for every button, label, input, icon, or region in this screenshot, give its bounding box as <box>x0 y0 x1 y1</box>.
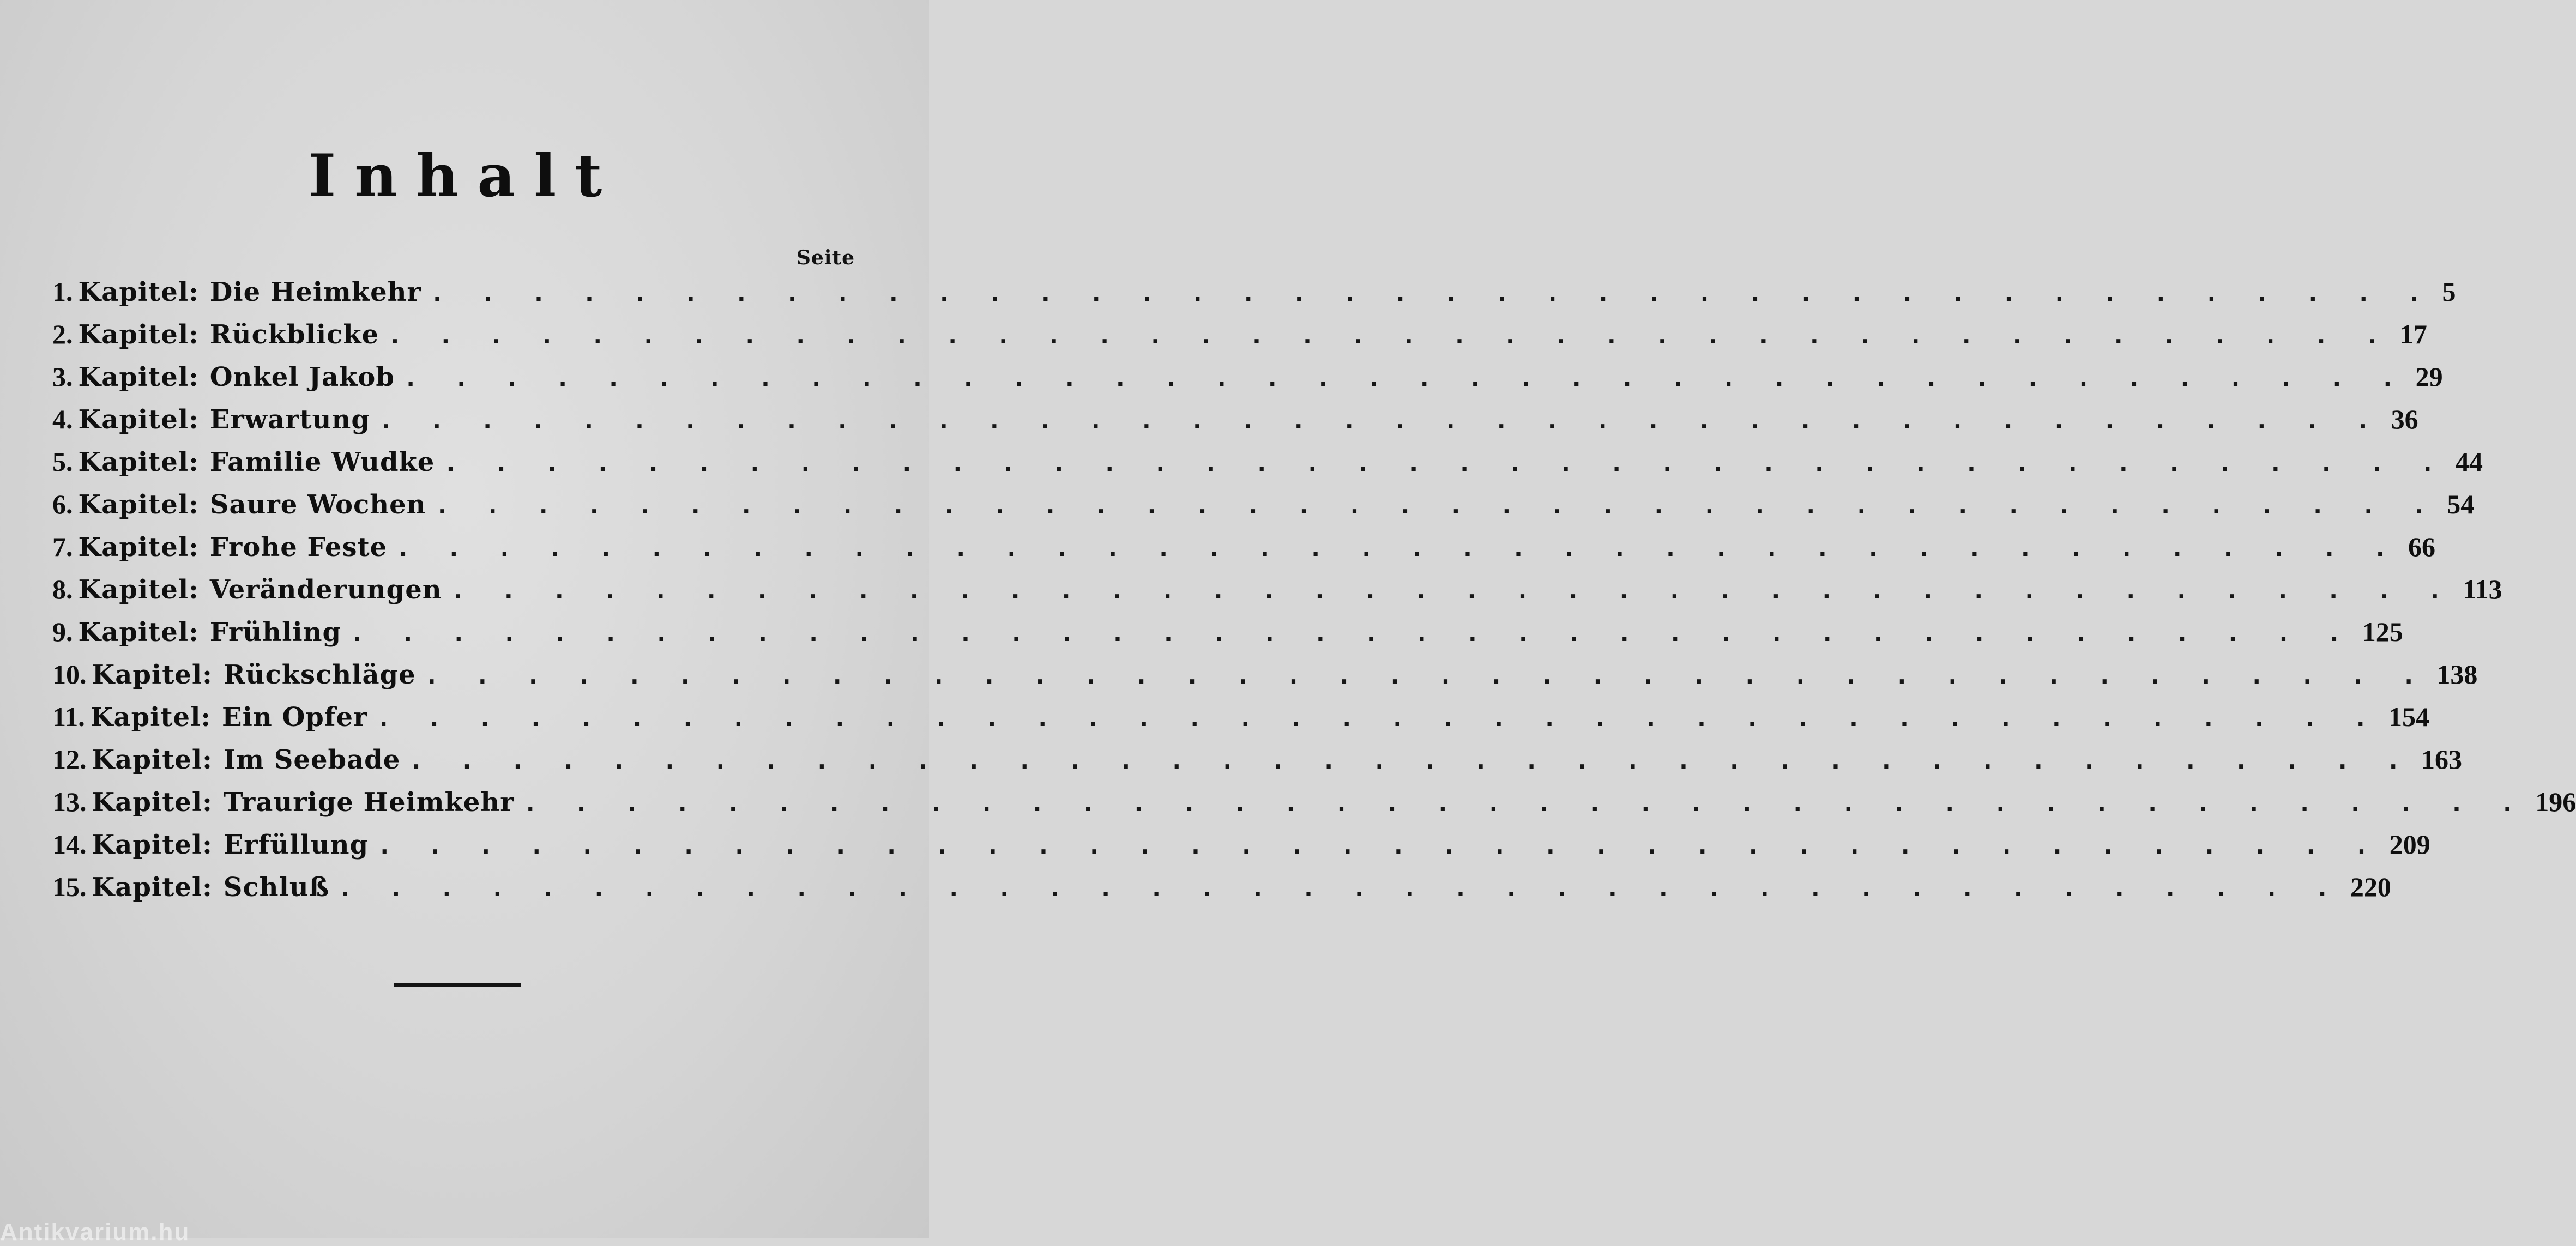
dot-leader: . . . . . . . . . . . . . . . . . . . . . . . . . . . . . . . . . . . . . . . . <box>377 832 2380 860</box>
chapter-page-number: 29 <box>2415 361 2443 392</box>
chapter-page-number: 125 <box>2362 616 2403 647</box>
toc-entry <box>52 403 2418 446</box>
dot-leader: . . . . . . . . . . . . . . . . . . . . . . . . . . . . . . . . . . . . . . . . <box>338 874 2340 902</box>
chapter-page-number: 17 <box>2399 319 2427 349</box>
dot-leader: . . . . . . . . . . . . . . . . . . . . . . . . . . . . . . . . . . . . . . . . <box>523 789 2526 817</box>
chapter-title: Familie Wudke <box>209 447 435 477</box>
watermark: Antikvarium.hu <box>0 1219 190 1245</box>
dot-leader: . . . . . . . . . . . . . . . . . . . . . . . . . . . . . . . . . . . . . . . . <box>424 662 2427 689</box>
chapter-title: Saure Wochen <box>209 489 426 520</box>
chapter-page-number: 5 <box>2442 276 2456 307</box>
page-title: Inhalt <box>308 142 621 210</box>
dot-leader: . . . . . . . . . . . . . . . . . . . . . . . . . . . . . . . . . . . . . . . . <box>396 534 2398 562</box>
chapter-title: Ein Opfer <box>222 702 368 733</box>
chapter-page-number: 66 <box>2408 531 2435 562</box>
chapter-title: Im Seebade <box>223 745 401 775</box>
chapter-label: Kapitel: <box>78 532 199 562</box>
chapter-number: 15. <box>52 872 87 902</box>
chapter-label: Kapitel: <box>90 702 212 733</box>
chapter-number: 5. <box>52 446 73 477</box>
dot-leader: . . . . . . . . . . . . . . . . . . . . . . . . . . . . . . . . . . . . . . . . <box>435 492 2438 519</box>
chapter-number: 2. <box>52 319 73 349</box>
toc-entry <box>52 361 2443 403</box>
chapter-number: 9. <box>52 616 73 647</box>
chapter-label: Kapitel: <box>78 404 199 435</box>
toc-entry <box>52 871 2391 914</box>
chapter-number: 7. <box>52 531 73 562</box>
toc-entry <box>52 446 2483 488</box>
chapter-title: Veränderungen <box>209 574 442 605</box>
chapter-label: Kapitel: <box>92 660 213 690</box>
chapter-number: 13. <box>52 787 87 817</box>
chapter-page-number: 196 <box>2535 787 2576 817</box>
chapter-label: Kapitel: <box>78 617 199 648</box>
toc-entry <box>52 828 2430 871</box>
chapter-number: 12. <box>52 744 87 775</box>
dot-leader: . . . . . . . . . . . . . . . . . . . . . . . . . . . . . . . . . . . . . . . . <box>403 364 2406 392</box>
table-of-contents <box>52 276 2576 914</box>
dot-leader: . . . . . . . . . . . . . . . . . . . . . . . . . . . . . . . . . . . . . . . . <box>388 322 2390 349</box>
chapter-title: Frühling <box>209 617 342 648</box>
chapter-label: Kapitel: <box>78 362 199 392</box>
chapter-page-number: 163 <box>2421 744 2462 775</box>
chapter-label: Kapitel: <box>92 787 213 818</box>
toc-entry <box>52 616 2403 658</box>
chapter-label: Kapitel: <box>78 447 199 477</box>
chapter-title: Frohe Feste <box>209 532 388 562</box>
chapter-number: 1. <box>52 276 73 307</box>
chapter-title: Rückschläge <box>223 660 416 690</box>
chapter-title: Die Heimkehr <box>209 277 421 307</box>
chapter-page-number: 36 <box>2391 404 2418 434</box>
toc-entry <box>52 318 2427 361</box>
dot-leader: . . . . . . . . . . . . . . . . . . . . . . . . . . . . . . . . . . . . . . . . <box>443 449 2446 477</box>
dot-leader: . . . . . . . . . . . . . . . . . . . . . . . . . . . . . . . . . . . . . . . . <box>350 619 2352 647</box>
chapter-label: Kapitel: <box>78 319 199 350</box>
chapter-page-number: 138 <box>2436 659 2478 689</box>
dot-leader: . . . . . . . . . . . . . . . . . . . . . . . . . . . . . . . . . . . . . . . . <box>430 279 2433 307</box>
chapter-title: Rückblicke <box>209 319 379 350</box>
chapter-number: 11. <box>52 701 85 732</box>
toc-entry <box>52 786 2576 828</box>
toc-entry <box>52 658 2478 701</box>
chapter-number: 4. <box>52 404 73 434</box>
chapter-page-number: 209 <box>2389 829 2430 860</box>
chapter-number: 8. <box>52 574 73 604</box>
chapter-page-number: 54 <box>2447 489 2475 519</box>
chapter-page-number: 220 <box>2350 872 2391 902</box>
dot-leader: . . . . . . . . . . . . . . . . . . . . . . . . . . . . . . . . . . . . . . . . <box>376 704 2379 732</box>
toc-entry <box>52 743 2462 786</box>
chapter-label: Kapitel: <box>78 489 199 520</box>
chapter-number: 14. <box>52 829 87 860</box>
chapter-label: Kapitel: <box>78 277 199 307</box>
chapter-label: Kapitel: <box>92 872 213 903</box>
toc-entry <box>52 701 2430 743</box>
toc-entry <box>52 573 2502 616</box>
page-column-label: Seite <box>796 246 855 269</box>
chapter-page-number: 44 <box>2456 446 2483 477</box>
chapter-page-number: 113 <box>2463 574 2502 604</box>
chapter-title: Erwartung <box>209 404 370 435</box>
toc-entry <box>52 488 2475 531</box>
dot-leader: . . . . . . . . . . . . . . . . . . . . . . . . . . . . . . . . . . . . . . . . <box>378 407 2381 434</box>
dot-leader: . . . . . . . . . . . . . . . . . . . . . . . . . . . . . . . . . . . . . . . . <box>450 577 2453 604</box>
chapter-number: 3. <box>52 361 73 392</box>
closing-rule <box>394 983 521 987</box>
chapter-page-number: 154 <box>2388 701 2430 732</box>
toc-entry <box>52 276 2456 318</box>
chapter-title: Traurige Heimkehr <box>223 787 515 818</box>
chapter-title: Onkel Jakob <box>209 362 395 392</box>
toc-entry <box>52 531 2435 573</box>
chapter-title: Erfüllung <box>223 830 369 860</box>
chapter-number: 6. <box>52 489 73 519</box>
chapter-label: Kapitel: <box>92 830 213 860</box>
chapter-number: 10. <box>52 659 87 689</box>
chapter-label: Kapitel: <box>78 574 199 605</box>
chapter-label: Kapitel: <box>92 745 213 775</box>
dot-leader: . . . . . . . . . . . . . . . . . . . . . . . . . . . . . . . . . . . . . . . . <box>409 747 2411 775</box>
chapter-title: Schluß <box>223 872 330 903</box>
